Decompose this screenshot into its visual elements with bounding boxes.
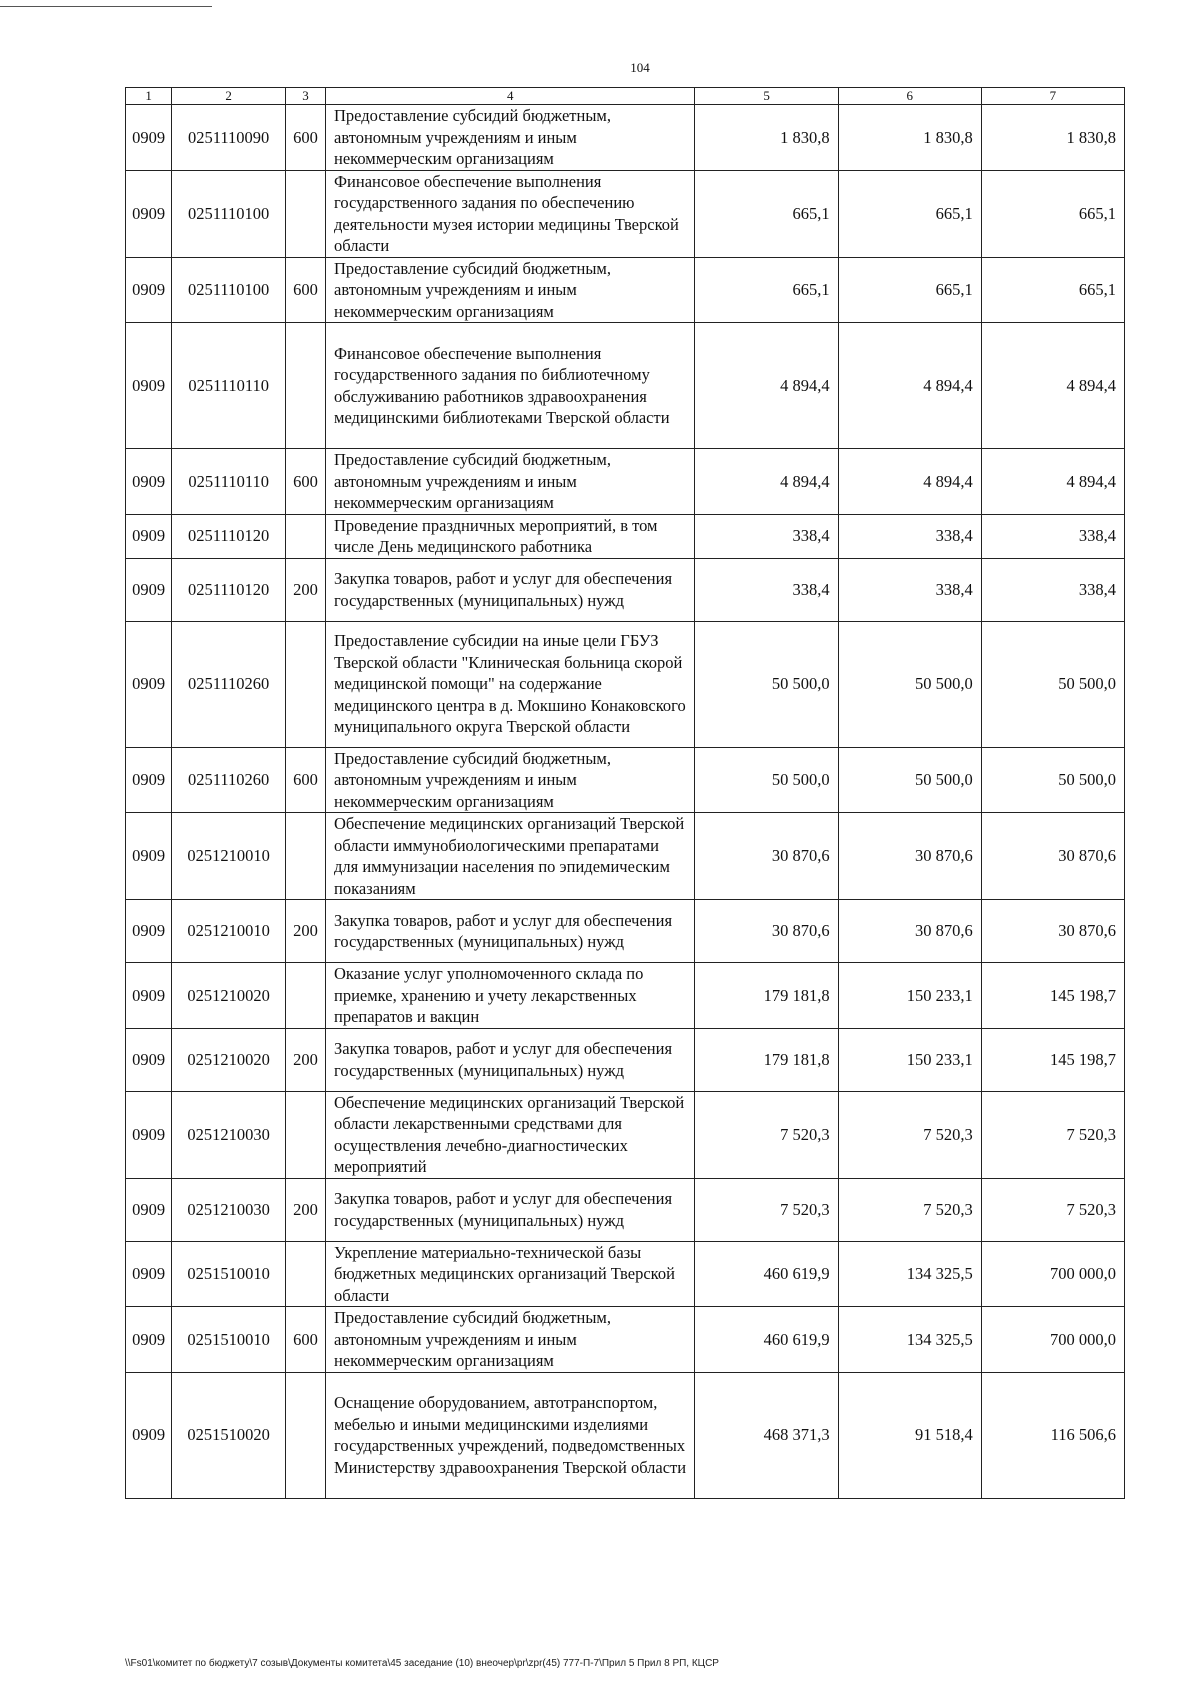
- amount-col7-cell: 7 520,3: [981, 1178, 1124, 1241]
- table-row: [126, 1241, 1125, 1307]
- item-name-cell: Финансовое обеспечение выполнения государственного задания по обеспечению деятельности музея истории медицины Тверской области: [326, 170, 695, 257]
- target-code-cell: 0251110120: [172, 558, 286, 621]
- item-name-cell: Закупка товаров, работ и услуг для обеспечения государственных (муниципальных) нужд: [326, 900, 695, 963]
- amount-col7-cell: 665,1: [981, 170, 1124, 257]
- target-code-cell: 0251210020: [172, 1028, 286, 1091]
- table-row: [126, 1028, 1125, 1091]
- table-row: [126, 621, 1125, 747]
- table-row: [126, 1372, 1125, 1498]
- target-code-cell: 0251110090: [172, 105, 286, 171]
- section-code-cell: 0909: [126, 1028, 172, 1091]
- amount-col5-cell: 665,1: [695, 257, 838, 323]
- table-row: [126, 963, 1125, 1029]
- section-code-cell: 0909: [126, 747, 172, 813]
- footer-file-path: \\Fs01\комитет по бюджету\7 созыв\Документы комитета\45 заседание (10) внеочер\pr\zpr(45) 777-П-7\Прил 5 Прил 8 РП, КЦСР: [125, 1658, 719, 1669]
- item-name-cell: Предоставление субсидии на иные цели ГБУЗ Тверской области "Клиническая больница скорой медицинской помощи" на содержание медицинского центра в д. Мокшино Конаковского муниципального округа Тверской области: [326, 621, 695, 747]
- amount-col5-cell: 460 619,9: [695, 1241, 838, 1307]
- table-row: [126, 1178, 1125, 1241]
- amount-col7-cell: 665,1: [981, 257, 1124, 323]
- section-code-cell: 0909: [126, 1241, 172, 1307]
- amount-col7-cell: 4 894,4: [981, 323, 1124, 449]
- amount-col7-cell: 116 506,6: [981, 1372, 1124, 1498]
- amount-col5-cell: 1 830,8: [695, 105, 838, 171]
- section-code-cell: 0909: [126, 813, 172, 900]
- item-name-cell: Предоставление субсидий бюджетным, автономным учреждениям и иным некоммерческим организациям: [326, 1307, 695, 1373]
- amount-col5-cell: 7 520,3: [695, 1178, 838, 1241]
- amount-col5-cell: 179 181,8: [695, 1028, 838, 1091]
- target-code-cell: 0251110110: [172, 323, 286, 449]
- amount-col6-cell: 7 520,3: [838, 1091, 981, 1178]
- column-header: 6: [838, 88, 981, 105]
- section-code-cell: 0909: [126, 900, 172, 963]
- column-header: 3: [286, 88, 326, 105]
- expense-kind-cell: [286, 1372, 326, 1498]
- target-code-cell: 0251110100: [172, 170, 286, 257]
- table-row: [126, 170, 1125, 257]
- expense-kind-cell: [286, 621, 326, 747]
- item-name-cell: Обеспечение медицинских организаций Тверской области лекарственными средствами для осуществления лечебно-диагностических мероприятий: [326, 1091, 695, 1178]
- amount-col5-cell: 338,4: [695, 558, 838, 621]
- item-name-cell: Закупка товаров, работ и услуг для обеспечения государственных (муниципальных) нужд: [326, 1028, 695, 1091]
- table-row: [126, 747, 1125, 813]
- amount-col6-cell: 4 894,4: [838, 449, 981, 515]
- amount-col6-cell: 150 233,1: [838, 1028, 981, 1091]
- item-name-cell: Укрепление материально-технической базы бюджетных медицинских организаций Тверской области: [326, 1241, 695, 1307]
- table-row: [126, 900, 1125, 963]
- item-name-cell: Закупка товаров, работ и услуг для обеспечения государственных (муниципальных) нужд: [326, 558, 695, 621]
- target-code-cell: 0251510010: [172, 1241, 286, 1307]
- section-code-cell: 0909: [126, 1307, 172, 1373]
- table-row: [126, 323, 1125, 449]
- section-code-cell: 0909: [126, 963, 172, 1029]
- expense-kind-cell: 600: [286, 105, 326, 171]
- section-code-cell: 0909: [126, 323, 172, 449]
- item-name-cell: Финансовое обеспечение выполнения государственного задания по библиотечному обслуживанию работников здравоохранения медицинскими библиотеками Тверской области: [326, 323, 695, 449]
- amount-col7-cell: 145 198,7: [981, 963, 1124, 1029]
- amount-col5-cell: 468 371,3: [695, 1372, 838, 1498]
- amount-col5-cell: 4 894,4: [695, 449, 838, 515]
- column-number-row: [126, 88, 1125, 105]
- table-body: [126, 88, 1125, 1499]
- expense-kind-cell: [286, 323, 326, 449]
- expense-kind-cell: 600: [286, 1307, 326, 1373]
- table-row: [126, 1091, 1125, 1178]
- amount-col6-cell: 150 233,1: [838, 963, 981, 1029]
- amount-col5-cell: 665,1: [695, 170, 838, 257]
- table-row: [126, 1307, 1125, 1373]
- item-name-cell: Оснащение оборудованием, автотранспортом, мебелью и иными медицинскими изделиями государственных учреждений, подведомственных Министерству здравоохранения Тверской области: [326, 1372, 695, 1498]
- column-header: 2: [172, 88, 286, 105]
- table-row: [126, 257, 1125, 323]
- column-header: 5: [695, 88, 838, 105]
- target-code-cell: 0251210030: [172, 1091, 286, 1178]
- section-code-cell: 0909: [126, 514, 172, 558]
- expense-kind-cell: [286, 1241, 326, 1307]
- amount-col7-cell: 50 500,0: [981, 747, 1124, 813]
- amount-col6-cell: 134 325,5: [838, 1241, 981, 1307]
- expense-kind-cell: [286, 514, 326, 558]
- expense-kind-cell: 200: [286, 1178, 326, 1241]
- expense-kind-cell: [286, 813, 326, 900]
- target-code-cell: 0251210020: [172, 963, 286, 1029]
- amount-col5-cell: 338,4: [695, 514, 838, 558]
- column-header: 7: [981, 88, 1124, 105]
- target-code-cell: 0251510020: [172, 1372, 286, 1498]
- table-row: [126, 105, 1125, 171]
- column-header: 4: [326, 88, 695, 105]
- amount-col6-cell: 665,1: [838, 257, 981, 323]
- amount-col6-cell: 338,4: [838, 558, 981, 621]
- amount-col5-cell: 4 894,4: [695, 323, 838, 449]
- amount-col6-cell: 50 500,0: [838, 747, 981, 813]
- amount-col5-cell: 30 870,6: [695, 900, 838, 963]
- amount-col5-cell: 30 870,6: [695, 813, 838, 900]
- section-code-cell: 0909: [126, 105, 172, 171]
- amount-col7-cell: 50 500,0: [981, 621, 1124, 747]
- item-name-cell: Обеспечение медицинских организаций Тверской области иммунобиологическими препаратами для иммунизации населения по эпидемическим показаниям: [326, 813, 695, 900]
- amount-col5-cell: 50 500,0: [695, 747, 838, 813]
- expense-kind-cell: 600: [286, 257, 326, 323]
- expense-kind-cell: [286, 963, 326, 1029]
- budget-table: [125, 87, 1125, 1499]
- expense-kind-cell: 200: [286, 1028, 326, 1091]
- section-code-cell: 0909: [126, 1091, 172, 1178]
- item-name-cell: Закупка товаров, работ и услуг для обеспечения государственных (муниципальных) нужд: [326, 1178, 695, 1241]
- item-name-cell: Оказание услуг уполномоченного склада по приемке, хранению и учету лекарственных препаратов и вакцин: [326, 963, 695, 1029]
- amount-col5-cell: 179 181,8: [695, 963, 838, 1029]
- amount-col7-cell: 1 830,8: [981, 105, 1124, 171]
- expense-kind-cell: [286, 1091, 326, 1178]
- target-code-cell: 0251210010: [172, 900, 286, 963]
- target-code-cell: 0251210030: [172, 1178, 286, 1241]
- amount-col7-cell: 338,4: [981, 558, 1124, 621]
- column-header: 1: [126, 88, 172, 105]
- amount-col6-cell: 91 518,4: [838, 1372, 981, 1498]
- table-row: [126, 514, 1125, 558]
- expense-kind-cell: 600: [286, 747, 326, 813]
- target-code-cell: 0251110110: [172, 449, 286, 515]
- table-row: [126, 813, 1125, 900]
- amount-col6-cell: 338,4: [838, 514, 981, 558]
- amount-col6-cell: 30 870,6: [838, 813, 981, 900]
- amount-col6-cell: 665,1: [838, 170, 981, 257]
- item-name-cell: Предоставление субсидий бюджетным, автономным учреждениям и иным некоммерческим организациям: [326, 257, 695, 323]
- top-rule-line: [0, 6, 212, 7]
- page-number: 104: [630, 60, 650, 75]
- table-row: [126, 558, 1125, 621]
- target-code-cell: 0251110260: [172, 621, 286, 747]
- expense-kind-cell: [286, 170, 326, 257]
- section-code-cell: 0909: [126, 170, 172, 257]
- section-code-cell: 0909: [126, 558, 172, 621]
- section-code-cell: 0909: [126, 449, 172, 515]
- section-code-cell: 0909: [126, 1178, 172, 1241]
- expense-kind-cell: 200: [286, 900, 326, 963]
- amount-col6-cell: 4 894,4: [838, 323, 981, 449]
- amount-col7-cell: 7 520,3: [981, 1091, 1124, 1178]
- target-code-cell: 0251110100: [172, 257, 286, 323]
- amount-col5-cell: 460 619,9: [695, 1307, 838, 1373]
- amount-col6-cell: 30 870,6: [838, 900, 981, 963]
- amount-col6-cell: 50 500,0: [838, 621, 981, 747]
- section-code-cell: 0909: [126, 621, 172, 747]
- item-name-cell: Проведение праздничных мероприятий, в том числе День медицинского работника: [326, 514, 695, 558]
- amount-col7-cell: 30 870,6: [981, 900, 1124, 963]
- amount-col7-cell: 145 198,7: [981, 1028, 1124, 1091]
- amount-col6-cell: 7 520,3: [838, 1178, 981, 1241]
- expense-kind-cell: 600: [286, 449, 326, 515]
- item-name-cell: Предоставление субсидий бюджетным, автономным учреждениям и иным некоммерческим организациям: [326, 449, 695, 515]
- amount-col7-cell: 700 000,0: [981, 1241, 1124, 1307]
- target-code-cell: 0251110260: [172, 747, 286, 813]
- item-name-cell: Предоставление субсидий бюджетным, автономным учреждениям и иным некоммерческим организациям: [326, 747, 695, 813]
- amount-col7-cell: 700 000,0: [981, 1307, 1124, 1373]
- item-name-cell: Предоставление субсидий бюджетным, автономным учреждениям и иным некоммерческим организациям: [326, 105, 695, 171]
- target-code-cell: 0251210010: [172, 813, 286, 900]
- amount-col6-cell: 1 830,8: [838, 105, 981, 171]
- table-row: [126, 449, 1125, 515]
- amount-col7-cell: 4 894,4: [981, 449, 1124, 515]
- amount-col5-cell: 7 520,3: [695, 1091, 838, 1178]
- section-code-cell: 0909: [126, 257, 172, 323]
- amount-col7-cell: 338,4: [981, 514, 1124, 558]
- amount-col7-cell: 30 870,6: [981, 813, 1124, 900]
- amount-col5-cell: 50 500,0: [695, 621, 838, 747]
- target-code-cell: 0251110120: [172, 514, 286, 558]
- amount-col6-cell: 134 325,5: [838, 1307, 981, 1373]
- section-code-cell: 0909: [126, 1372, 172, 1498]
- expense-kind-cell: 200: [286, 558, 326, 621]
- target-code-cell: 0251510010: [172, 1307, 286, 1373]
